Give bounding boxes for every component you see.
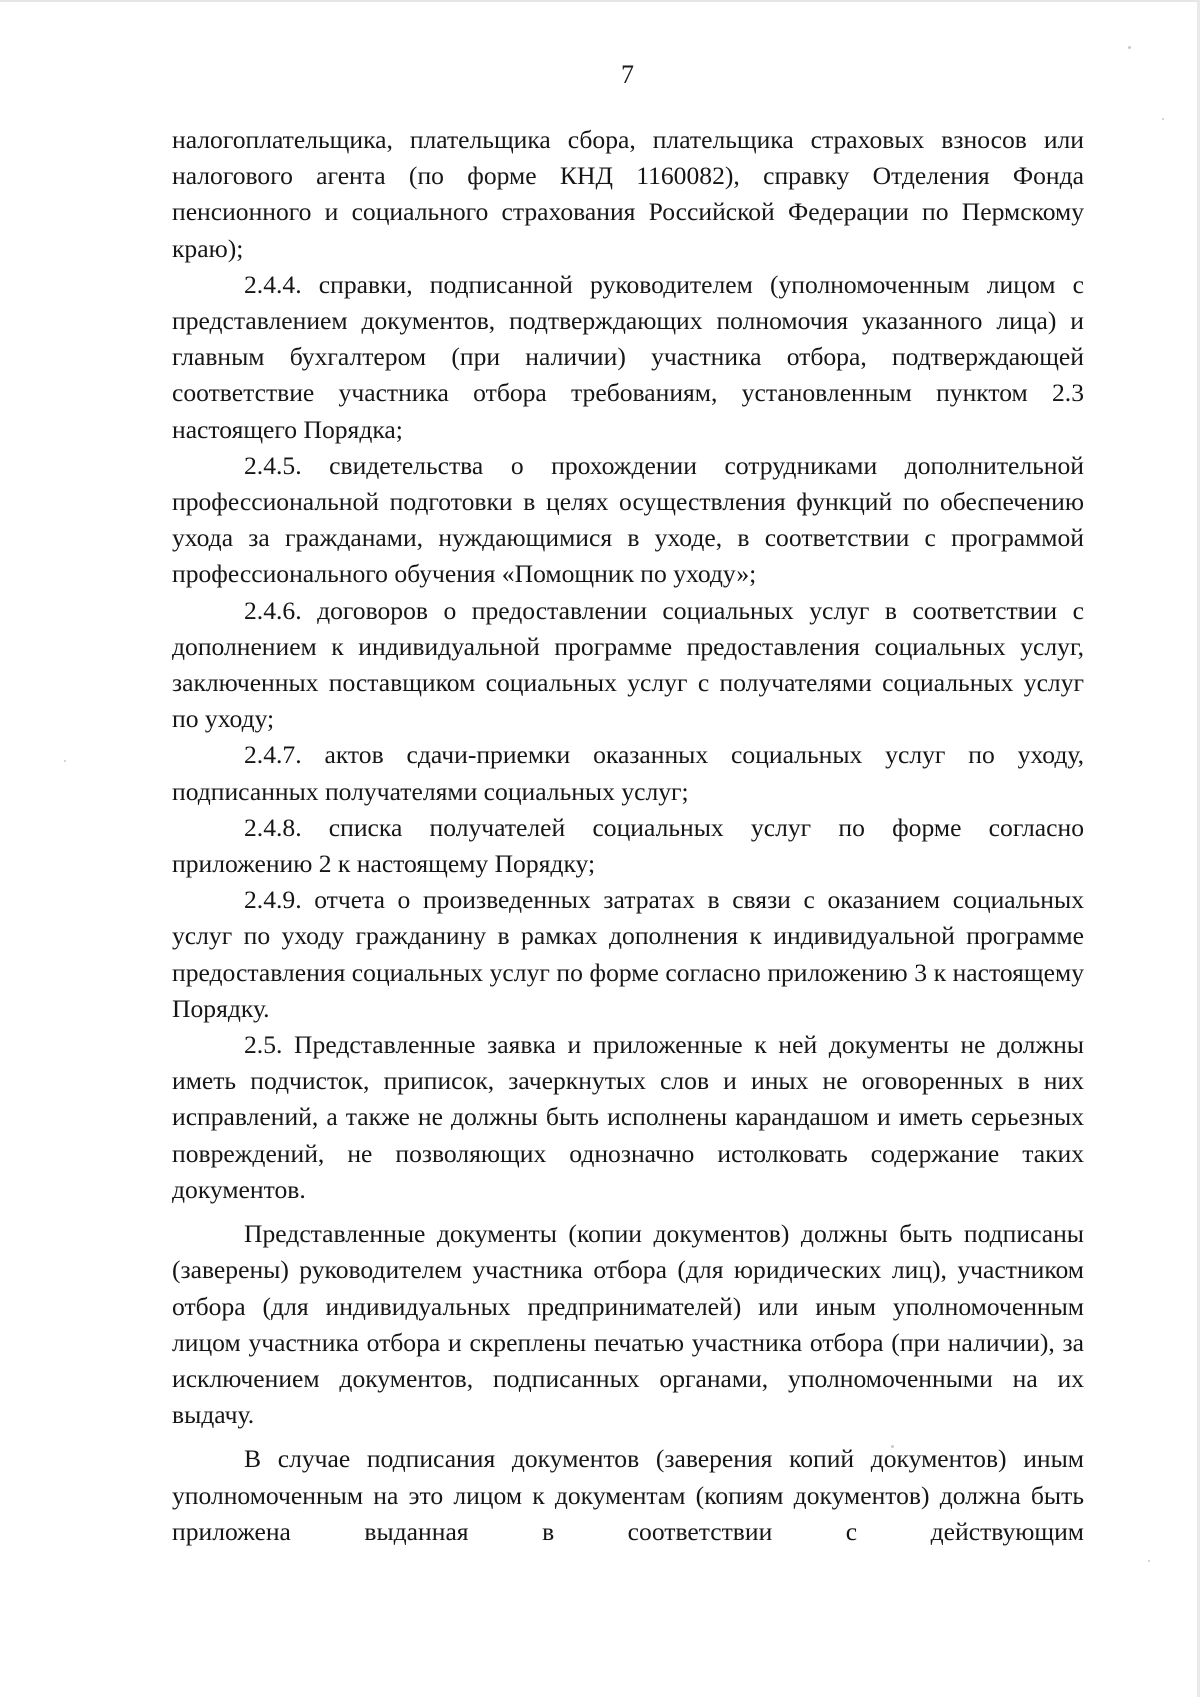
scan-speck [1128, 46, 1131, 49]
paragraph-2-4-4: 2.4.4. справки, подписанной руководителем (уполномоченным лицом с представлением документов, подтверждающих полномочия указанного лица) и главным бухгалтером (при наличии) участника отбора, подтверждающей соответствие участника отбора требованиям, установленным пунктом 2.3 настоящего Порядка; [172, 269, 1084, 444]
paragraph-2-4-7: 2.4.7. актов сдачи-приемки оказанных социальных услуг по уходу, подписанных получателями социальных услуг; [172, 740, 1084, 806]
page-number: 7 [621, 60, 634, 89]
paragraph-signing-requirements: Представленные документы (копии документов) должны быть подписаны (заверены) руководителем участника отбора (для юридических лиц), участником отбора (для индивидуальных предпринимателей) или иным уполномоченным лицом участника отбора и скреплены печатью участника отбора (при наличии), за исключением документов, подписанных органами, уполномоченными на их выдачу. [172, 1219, 1084, 1430]
paragraph-2-4-5: 2.4.5. свидетельства о прохождении сотрудниками дополнительной профессиональной подготовки в целях осуществления функций по обеспечению ухода за гражданами, нуждающимися в уходе, в соответствии с программой профессионального обучения «Помощник по уходу»; [172, 450, 1084, 589]
scan-speck [1162, 118, 1164, 120]
paragraph-2-5: 2.5. Представленные заявка и приложенные к ней документы не должны иметь подчисток, приписок, зачеркнутых слов и иных не оговоренных в них исправлений, а также не должны быть исполнены карандашом и иметь серьезных повреждений, не позволяющих однозначно истолковать содержание таких документов. [172, 1030, 1084, 1204]
scan-speck [1148, 1560, 1150, 1562]
paragraph-2-4-9: 2.4.9. отчета о произведенных затратах в связи с оказанием социальных услуг по уходу гражданину в рамках дополнения к индивидуальной программе предоставления социальных услуг по форме согласно приложению 3 к настоящему Порядку. [172, 885, 1084, 1023]
paragraph-authorized-person: В случае подписания документов (заверения копий документов) иным уполномоченным на это лицом к документам (копиям документов) должна быть приложена выданная в соответствии с действующим [172, 1444, 1084, 1546]
document-body [172, 122, 1084, 1550]
scan-speck [64, 760, 66, 762]
paragraph-continuation: налогоплательщика, плательщика сбора, плательщика страховых взносов или налогового агента (по форме КНД 1160082), справку Отделения Фонда пенсионного и социального страхования Российской Федерации по Пермскому краю); [172, 125, 1084, 263]
paragraph-2-4-6: 2.4.6. договоров о предоставлении социальных услуг в соответствии с дополнением к индивидуальной программе предоставления социальных услуг, заключенных поставщиком социальных услуг с получателями социальных услуг по уходу; [172, 595, 1084, 734]
scan-edge [0, 0, 1200, 2]
paragraph-2-4-8: 2.4.8. списка получателей социальных услуг по форме согласно приложению 2 к настоящему Порядку; [172, 812, 1084, 879]
